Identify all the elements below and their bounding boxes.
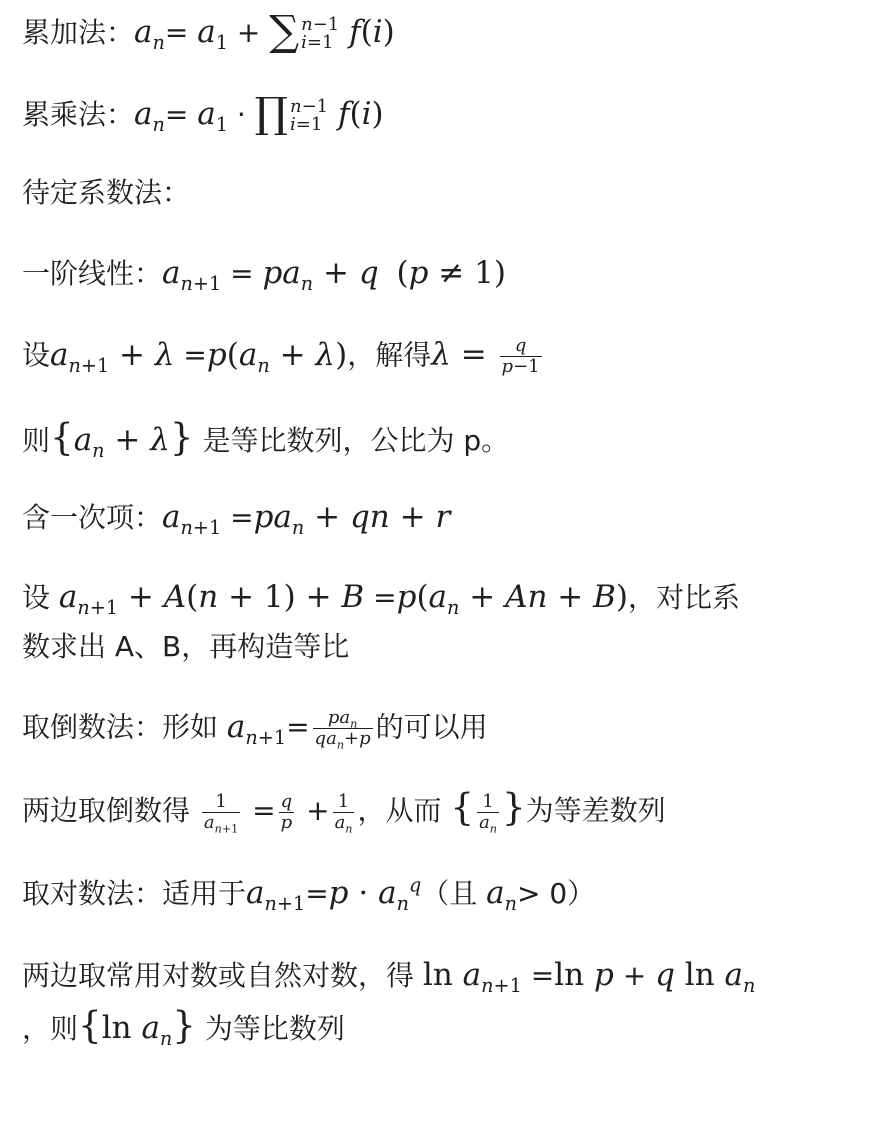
ab-construction-line: 设 $a_{n+1} + A(n + 1) + B =p(a_n + An + B)$，对比系: [22, 579, 741, 620]
first-order-linear-formula: $a_{n+1}$: [162, 255, 222, 296]
geometric-sequence-line: 则$\{a_n + \lambda\}$ 是等比数列，公比为 p。: [22, 415, 510, 463]
logarithm-conclusion-prefix: ，则: [22, 1012, 79, 1045]
product-method-label: 累乘法：: [22, 98, 135, 131]
reciprocal-method-line: 取倒数法：形如 $a_{n+1}=$ $\frac{pa_n}{qa_n+p}$ 的可以用: [22, 707, 488, 752]
linear-term-line: 含一次项：$a_{n+1} =pa_n$ + qn + r: [22, 499, 451, 540]
logarithm-result-prefix: 两边取常用对数或自然对数，得: [22, 959, 423, 992]
logarithm-result-line: 两边取常用对数或自然对数，得 $\ln a_{n+1} =\ln$ p + q $\ln a_n$: [22, 957, 756, 998]
logarithm-conclusion-line: ，则{ln $a_n$} 为等比数列: [22, 1003, 345, 1051]
logarithm-condition-open: （且: [421, 877, 487, 910]
reciprocal-result-suffix: 为等差数列: [525, 794, 666, 827]
reciprocal-method-suffix: 的可以用: [375, 710, 488, 744]
undetermined-coefficients-heading: 待定系数法：: [22, 176, 191, 209]
summation-method-line: 累加法：$a_n= a_1$ + ∑ n−1 i=1 f(i): [22, 6, 395, 55]
logarithm-condition-close: > 0）: [517, 877, 596, 910]
product-method-line: 累乘法：$a_n= a_1$ · ∏ n−1 i=1 f(i): [22, 88, 384, 137]
logarithm-conclusion-suffix: 为等比数列: [195, 1012, 345, 1045]
logarithm-method-line: 取对数法：适用于$a_{n+1}=p \cdot a_n^q$（且 $a_n> 0$）: [22, 873, 596, 916]
first-order-linear-line: 一阶线性：$a_{n+1} = pa_n + q$ (p ≠ 1): [22, 255, 506, 296]
lambda-derivation-line: 设$a_{n+1} + \lambda =p(a_n + \lambda)$，解得λ = $\frac{q}{p-1}$: [22, 335, 540, 377]
geometric-sequence-suffix: 是等比数列，公比为 p。: [193, 424, 510, 457]
logarithm-method-label: 取对数法：适用于: [22, 877, 247, 910]
lambda-derivation-prefix: 设: [22, 338, 51, 372]
reciprocal-method-label: 取倒数法：形如: [22, 710, 227, 744]
first-order-linear-label: 一阶线性：: [22, 257, 163, 290]
ab-construction-prefix: 设: [22, 581, 59, 614]
reciprocal-result-line: 两边取倒数得 $\frac{1}{a_{n+1}}$ = $\frac{q}{p}$ + $\frac{1}{a_n}$ ，从而 { $\frac{1}{a_n}$ }为等差数列: [22, 785, 666, 836]
ab-construction-continuation: 数求出 A、B，再构造等比: [22, 630, 350, 663]
geometric-sequence-prefix: 则: [22, 424, 51, 457]
reciprocal-form-fraction: $\frac{pa_n}{qa_n+p}$: [314, 707, 371, 752]
reciprocal-result-middle: ，从而: [357, 794, 451, 827]
summation-formula: $a_n$: [134, 14, 165, 55]
product-formula: $a_n$: [134, 96, 165, 137]
lambda-derivation-middle: ，解得: [347, 338, 432, 372]
linear-term-label: 含一次项：: [22, 501, 163, 534]
reciprocal-result-prefix: 两边取倒数得: [22, 794, 199, 827]
summation-method-label: 累加法：: [22, 16, 135, 49]
lambda-fraction: $\frac{q}{p-1}$: [501, 335, 540, 377]
ab-construction-suffix: ，对比系: [628, 581, 741, 614]
